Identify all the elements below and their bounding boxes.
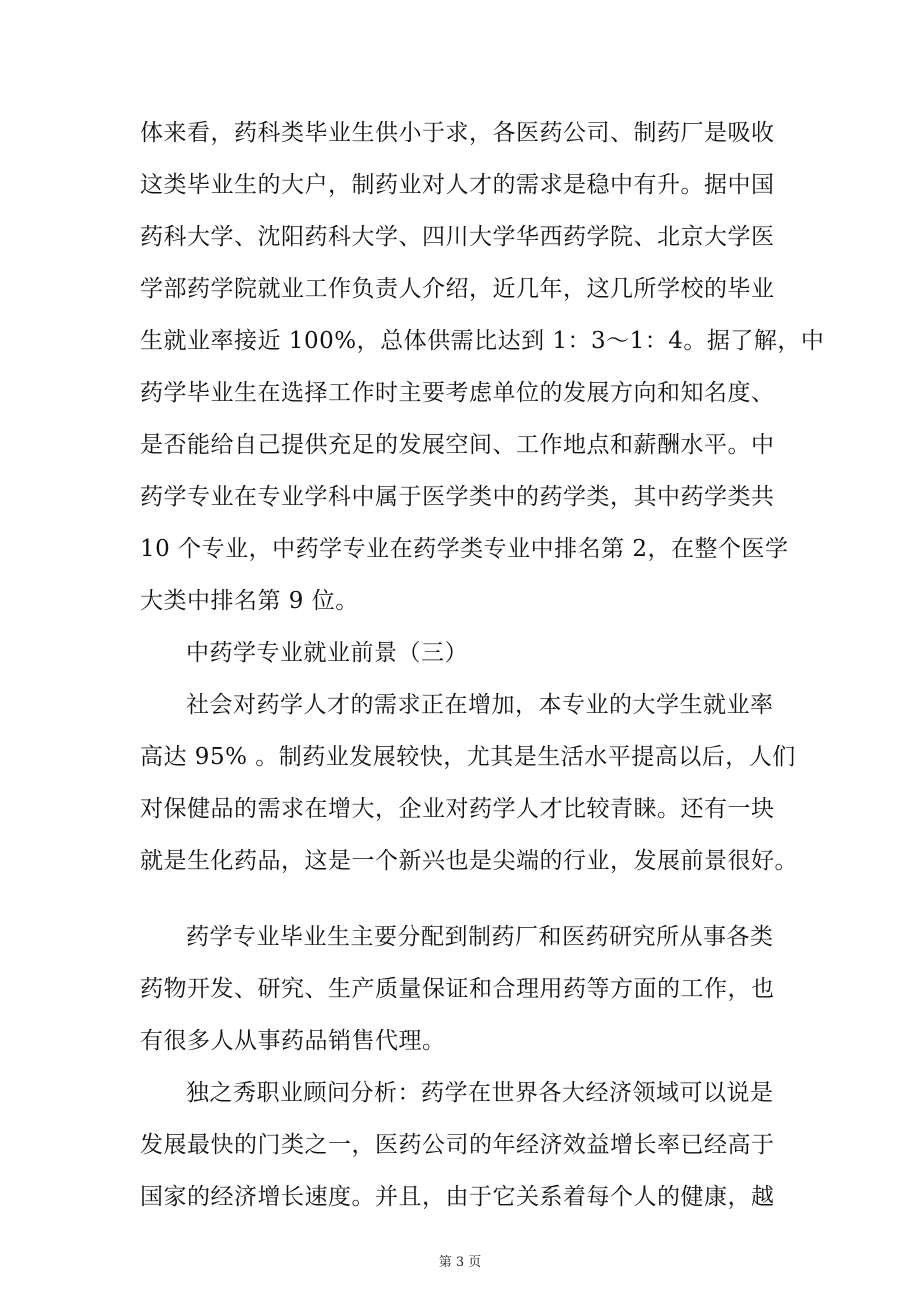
paragraph-line: 10 个专业，中药学专业在药学类专业中排名第 2，在整个医学	[140, 536, 789, 562]
paragraph-line: 对保健品的需求在增大，企业对药学人才比较青睐。还有一块	[140, 796, 775, 822]
paragraph-line: 药科大学、沈阳药科大学、四川大学华西药学院、北京大学医	[140, 224, 775, 250]
paragraph-line: 是否能给自己提供充足的发展空间、工作地点和薪酬水平。中	[140, 432, 775, 458]
paragraph-line: 社会对药学人才的需求正在增加，本专业的大学生就业率	[186, 692, 774, 718]
paragraph-line: 生就业率接近 100%，总体供需比达到 1：3～1：4。据了解，中	[140, 328, 825, 354]
paragraph-line: 药物开发、研究、生产质量保证和合理用药等方面的工作，也	[140, 976, 775, 1002]
paragraph-line: 体来看，药科类毕业生供小于求，各医药公司、制药厂是吸收	[140, 120, 775, 146]
paragraph-line: 药学专业在专业学科中属于医学类中的药学类，其中药学类共	[140, 484, 775, 510]
paragraph-line: 有很多人从事药品销售代理。	[140, 1028, 446, 1054]
paragraph-line: 这类毕业生的大户，制药业对人才的需求是稳中有升。据中国	[140, 172, 775, 198]
page-number: 第 3 页	[438, 1255, 482, 1270]
paragraph-line: 独之秀职业顾问分析：药学在世界各大经济领域可以说是	[186, 1080, 774, 1106]
paragraph-line: 学部药学院就业工作负责人介绍，近几年，这几所学校的毕业	[140, 276, 775, 302]
paragraph-line: 药学毕业生在选择工作时主要考虑单位的发展方向和知名度、	[140, 380, 775, 406]
section-heading: 中药学专业就业前景（三）	[186, 640, 468, 666]
paragraph-line: 国家的经济增长速度。并且，由于它关系着每个人的健康，越	[140, 1184, 775, 1210]
paragraph-line: 大类中排名第 9 位。	[140, 588, 359, 614]
paragraph-line: 药学专业毕业生主要分配到制药厂和医药研究所从事各类	[186, 924, 774, 950]
paragraph-line: 高达 95% 。制药业发展较快，尤其是生活水平提高以后，人们	[140, 744, 796, 770]
paragraph-line: 发展最快的门类之一，医药公司的年经济效益增长率已经高于	[140, 1132, 775, 1158]
paragraph-line: 就是生化药品，这是一个新兴也是尖端的行业，发展前景很好。	[140, 848, 798, 874]
